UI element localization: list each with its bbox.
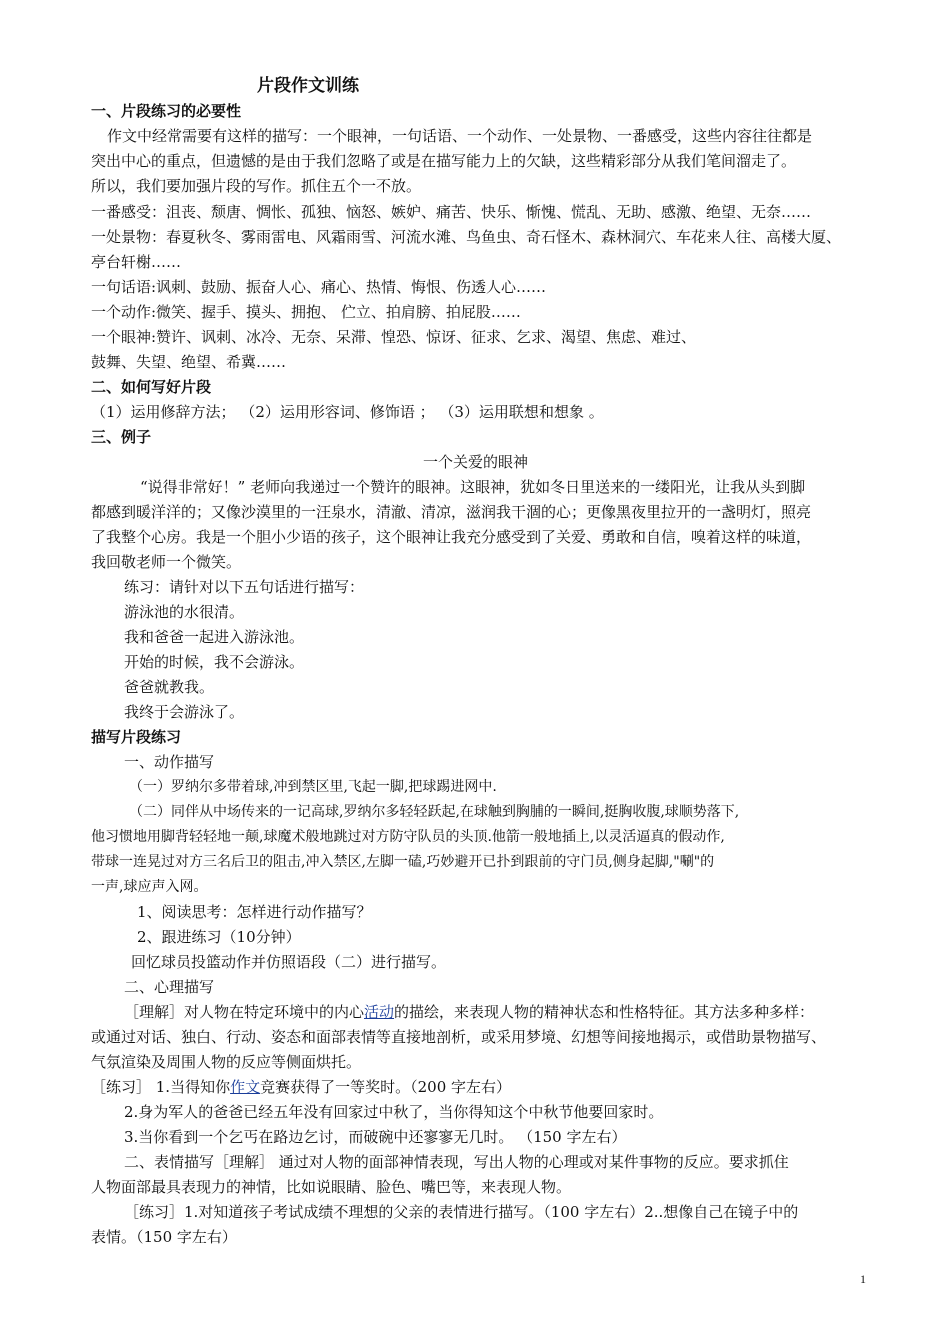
example-paragraph-line: 都感到暖洋洋的；又像沙漠里的一汪泉水，清澈、清凉，滋润我干涸的心；更像黑夜里拉开的一盏明灯，照亮 <box>91 503 812 521</box>
section-heading-necessity: 一、片段练习的必要性 <box>91 102 242 120</box>
action-question-two: 2、跟进练习（10分钟） <box>137 928 301 946</box>
example-title: 一个关爱的眼神 <box>423 453 529 471</box>
document-title: 片段作文训练 <box>257 76 359 96</box>
exercise-item: 我和爸爸一起进入游泳池。 <box>124 628 305 646</box>
exercise-item: 我终于会游泳了。 <box>124 703 245 721</box>
mind-exercise-three: 3.当你看到一个乞丐在路边乞讨，而破碗中还寥寥无几时。 （150 字左右） <box>124 1128 627 1146</box>
activity-link[interactable]: 活动 <box>364 1003 395 1021</box>
section-heading-example: 三、例子 <box>91 428 152 446</box>
exercise-item: 爸爸就教我。 <box>124 678 215 696</box>
section-heading-how: 二、如何写好片段 <box>91 378 212 396</box>
action-paragraph-two-line: 他习惯地用脚背轻轻地一颠,球魔术般地跳过对方防守队员的头顶.他箭一般地插上,以灵活逼真的假动作, <box>91 829 725 845</box>
list-line-actions: 一个动作:微笑、握手、摸头、拥抱、 伫立、拍肩膀、拍屁股…… <box>91 303 521 321</box>
list-line-scenery-cont: 亭台轩榭…… <box>91 253 182 271</box>
face-exercise-line: ［练习］1.对知道孩子考试成绩不理想的父亲的表情进行描写。（100 字左右）2..想像自己在镜子中的 <box>124 1203 799 1221</box>
action-question-one: 1、阅读思考：怎样进行动作描写？ <box>137 903 372 921</box>
page-number: 1 <box>860 1272 866 1286</box>
action-paragraph-one: （一）罗纳尔多带着球,冲到禁区里,飞起一脚,把球踢进网中. <box>129 779 497 795</box>
face-exercise-line: 表情。（150 字左右） <box>91 1228 237 1246</box>
mind-exercise-two: 2.身为军人的爸爸已经五年没有回家过中秋了，当你得知这个中秋节他要回家时。 <box>124 1103 664 1121</box>
face-paragraph-line: 二、表情描写［理解］ 通过对人物的面部神情表现，写出人物的心理或对某件事物的反应。要求抓住 <box>124 1153 789 1171</box>
list-line-eyes: 一个眼神:赞许、讽刺、冰冷、无奈、呆滞、惶恐、惊讶、征求、乞求、渴望、焦虑、难过、 <box>91 328 697 346</box>
list-line-eyes-cont: 鼓舞、失望、绝望、希冀…… <box>91 353 287 371</box>
face-paragraph-line: 人物面部最具表现力的神情，比如说眼睛、脸色、嘴巴等，来表现人物。 <box>91 1178 572 1196</box>
mind-exercise-text: 竞赛获得了一等奖时。（200 字左右） <box>260 1078 512 1096</box>
mind-paragraph-line: 气氛渲染及周围人物的反应等侧面烘托。 <box>91 1053 362 1071</box>
subsection-heading-action: 一、动作描写 <box>124 753 215 771</box>
exercise-intro: 练习：请针对以下五句话进行描写： <box>124 578 365 596</box>
methods-line: （1）运用修辞方法； （2）运用形容词、修饰语 ； （3）运用联想和想象 。 <box>91 403 604 421</box>
section-heading-practice: 描写片段练习 <box>91 728 182 746</box>
exercise-item: 游泳池的水很清。 <box>124 603 245 621</box>
mind-text: ［理解］对人物在特定环境中的内心 <box>124 1003 365 1021</box>
action-paragraph-two-line: 带球一连晃过对方三名后卫的阻击,冲入禁区,左脚一磕,巧妙避开已扑到跟前的守门员,侧身起脚,"唰"的 <box>91 854 715 870</box>
example-paragraph-line: “说得非常好！” 老师向我递过一个赞许的眼神。这眼神，犹如冬日里送来的一缕阳光，让我从头到脚 <box>140 478 806 496</box>
action-paragraph-two-line: 一声,球应声入网。 <box>91 879 208 895</box>
action-question-three: 回忆球员投篮动作并仿照语段（二）进行描写。 <box>131 953 447 971</box>
list-line-words: 一句话语:讽刺、鼓励、振奋人心、痛心、热情、悔恨、伤透人心…… <box>91 278 547 296</box>
paragraph-line: 作文中经常需要有这样的描写：一个眼神，一句话语、一个动作、一处景物、一番感受，这些内容往往都是 <box>107 127 813 145</box>
mind-exercise-text: ［练习］ 1.当得知你 <box>91 1078 231 1096</box>
mind-paragraph-line <box>124 1002 814 1022</box>
list-line-feelings: 一番感受：沮丧、颓唐、惆怅、孤独、恼怒、嫉妒、痛苦、快乐、惭愧、慌乱、无助、感激、绝望、无奈…… <box>91 203 812 221</box>
mind-paragraph-line: 或通过对话、独白、行动、姿态和面部表情等直接地剖析，或采用梦境、幻想等间接地揭示，或借助景物描写、 <box>91 1028 827 1046</box>
mind-text: 的描绘，来表现人物的精神状态和性格特征。其方法多种多样： <box>394 1003 815 1021</box>
composition-link[interactable]: 作文 <box>230 1078 261 1096</box>
paragraph-line: 所以，我们要加强片段的写作。抓住五个一不放。 <box>91 177 422 195</box>
example-paragraph-line: 我回敬老师一个微笑。 <box>91 553 242 571</box>
subsection-heading-mind: 二、心理描写 <box>124 978 215 996</box>
action-paragraph-two-line: （二）同伴从中场传来的一记高球,罗纳尔多轻轻跃起,在球触到胸脯的一瞬间,挺胸收腹,球顺势落下, <box>129 804 740 820</box>
example-paragraph-line: 了我整个心房。我是一个胆小少语的孩子，这个眼神让我充分感受到了关爱、勇敢和自信，嗅着这样的味道， <box>91 528 812 546</box>
paragraph-line: 突出中心的重点，但遗憾的是由于我们忽略了或是在描写能力上的欠缺，这些精彩部分从我们笔间溜走了。 <box>91 152 797 170</box>
exercise-item: 开始的时候，我不会游泳。 <box>124 653 305 671</box>
list-line-scenery: 一处景物：春夏秋冬、雾雨雷电、风霜雨雪、河流水滩、鸟鱼虫、奇石怪木、森林洞穴、车花来人往、高楼大厦、 <box>91 228 842 246</box>
mind-exercise-one <box>91 1077 511 1097</box>
